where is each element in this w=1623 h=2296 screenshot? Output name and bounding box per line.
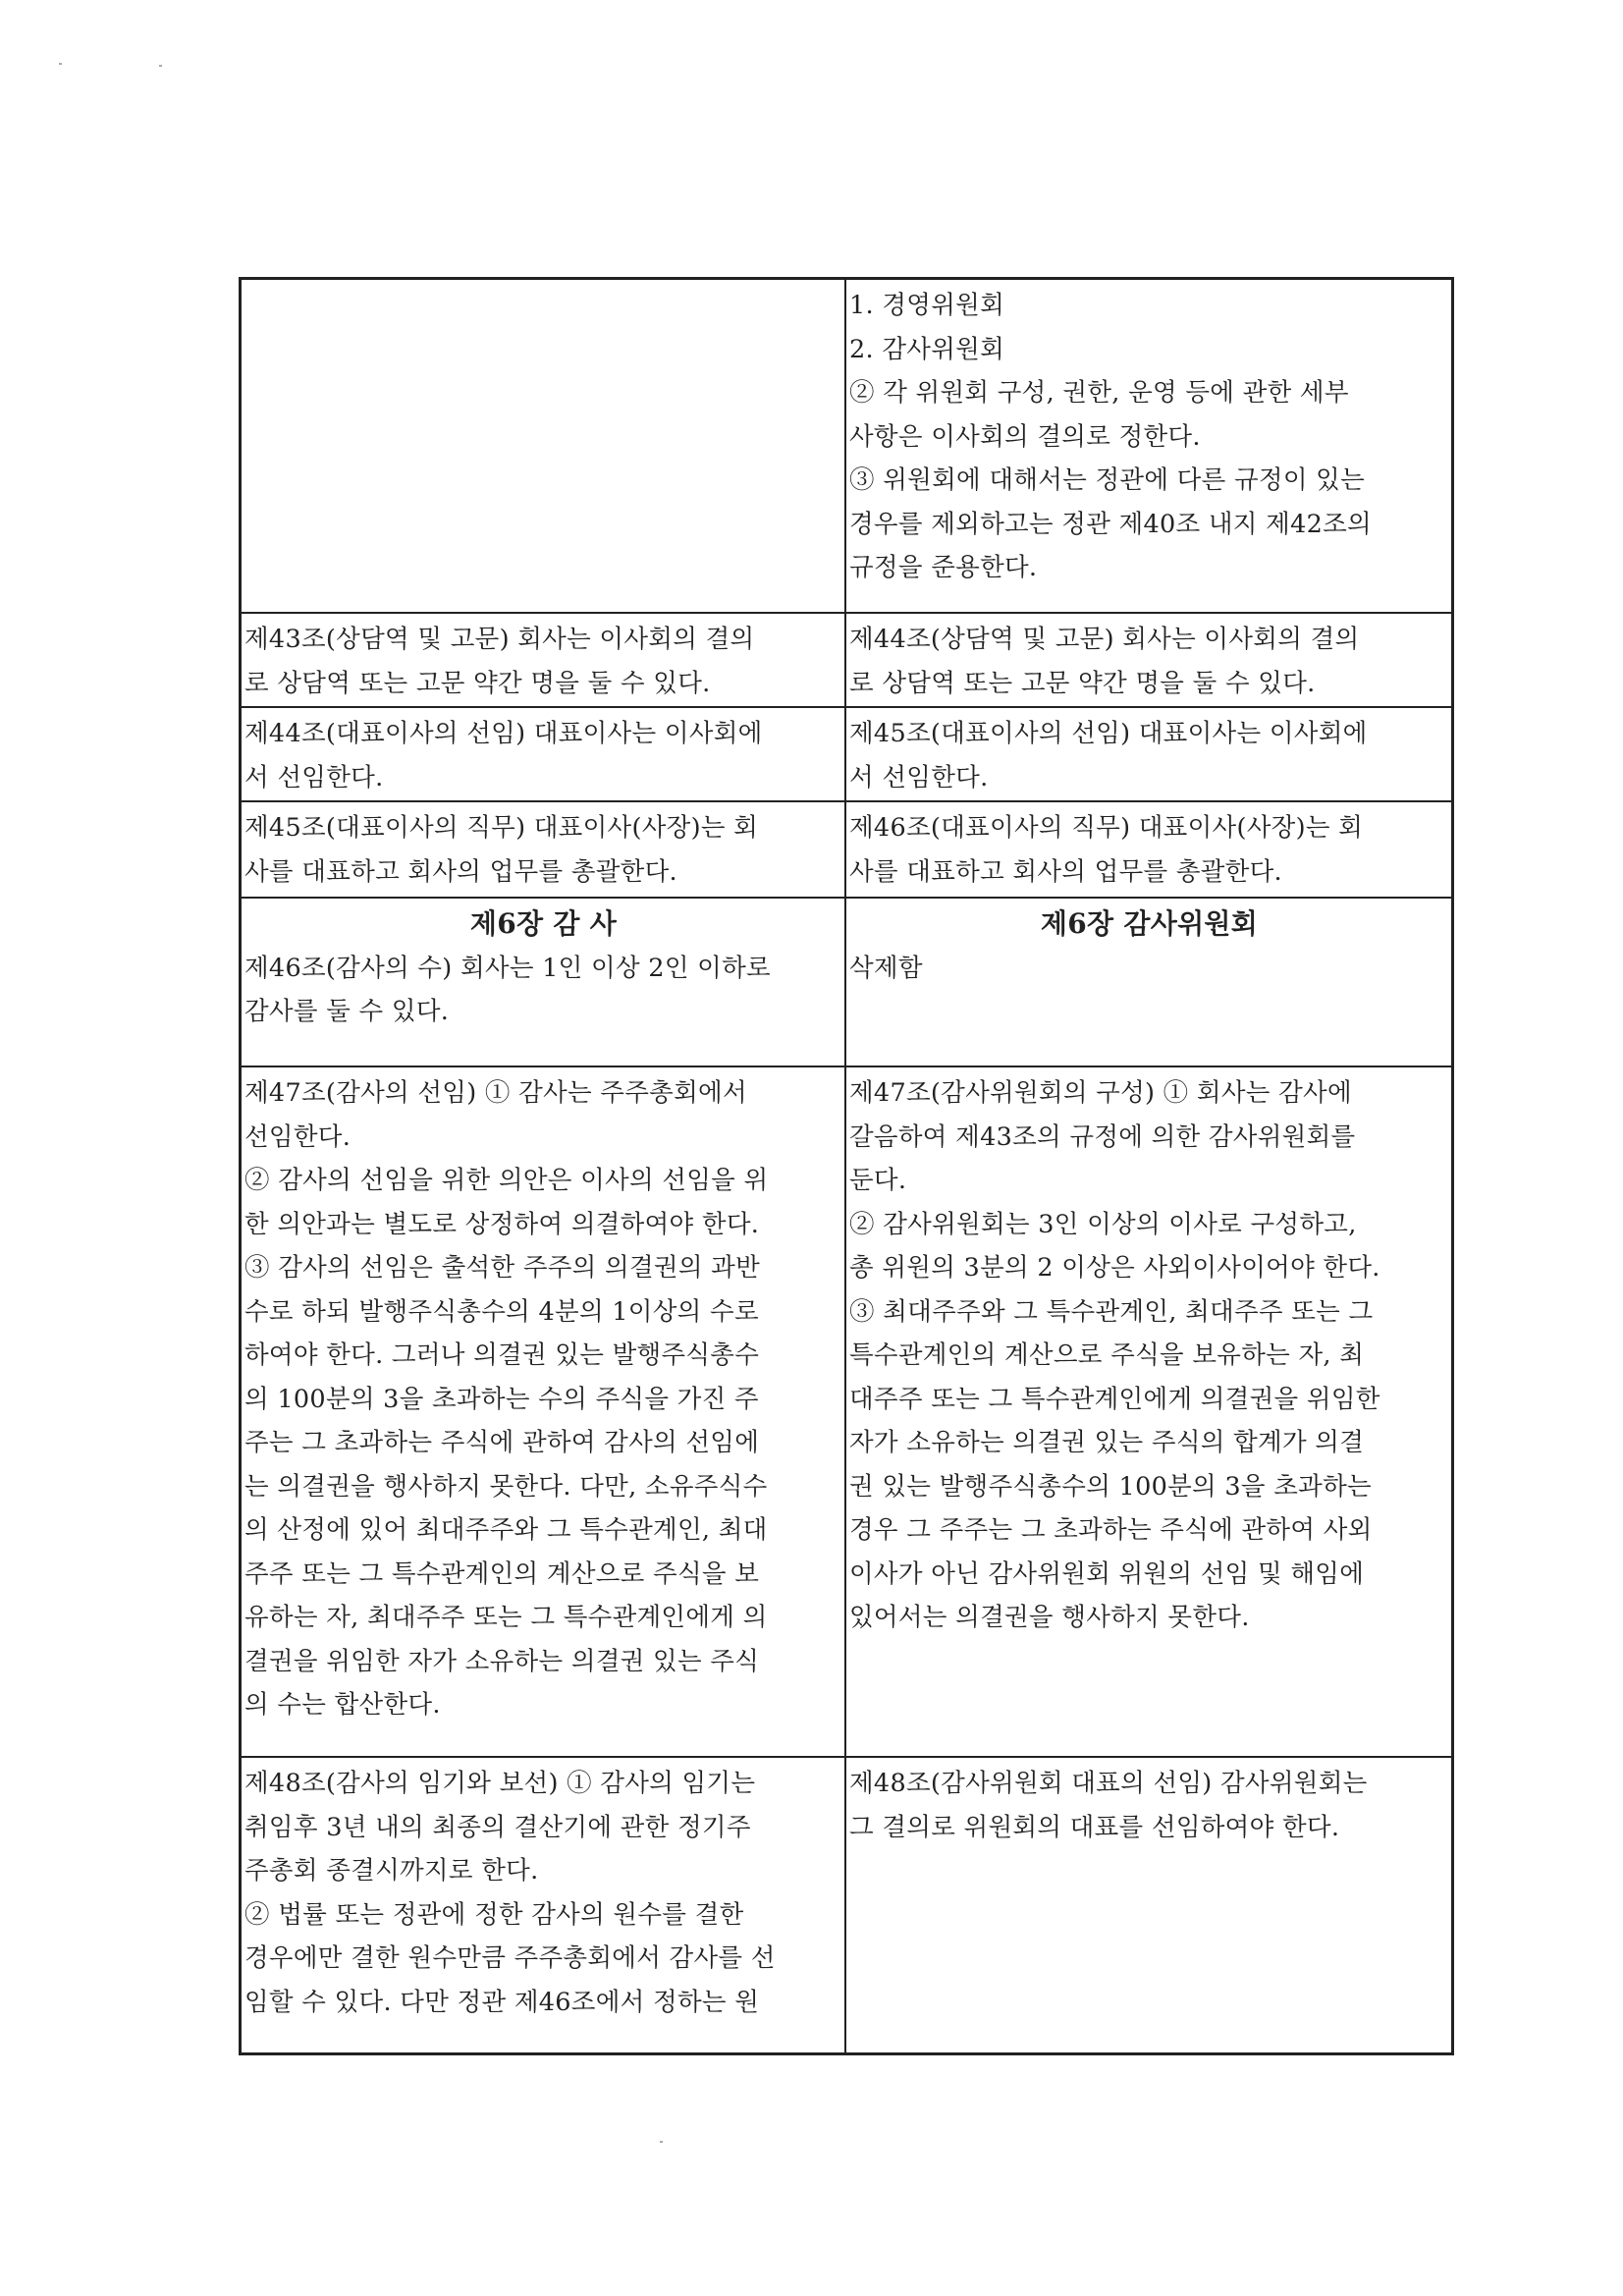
amended-articles-cell	[846, 899, 1451, 1066]
current-articles-cell	[242, 802, 846, 897]
amended-articles-cell	[846, 802, 1451, 897]
text-line: 하여야 한다. 그러나 의결권 있는 발행주식총수	[244, 1340, 760, 1370]
text-line: 의 100분의 3을 초과하는 수의 주식을 가진 주	[244, 1384, 759, 1414]
text-line: 제44조(상담역 및 고문) 회사는 이사회의 결의	[849, 625, 1360, 654]
amended-articles-cell	[846, 614, 1451, 706]
text-line: 수로 하되 발행주식총수의 4분의 1이상의 수로	[244, 1296, 759, 1327]
text-line: ③ 감사의 선임은 출석한 주주의 의결권의 과반	[244, 1253, 761, 1283]
text-line: 선임한다.	[244, 1121, 352, 1152]
text-line: 감사를 둘 수 있다.	[244, 997, 450, 1026]
text-line: 특수관계인의 계산으로 주식을 보유하는 자, 최	[849, 1340, 1365, 1370]
text-line: 로 상담역 또는 고문 약간 명을 둘 수 있다.	[244, 668, 711, 698]
text-line: ② 각 위원회 구성, 권한, 운영 등에 관한 세부	[849, 378, 1349, 408]
amended-articles-cell	[846, 708, 1451, 800]
scan-speck	[660, 2141, 663, 2143]
text-line: 취임후 3년 내의 최종의 결산기에 관한 정기주	[244, 1812, 751, 1842]
text-line: 사항은 이사회의 결의로 정한다.	[849, 421, 1201, 452]
amended-articles-cell	[846, 280, 1451, 612]
current-articles-cell	[242, 899, 846, 1066]
scan-speck	[59, 63, 62, 65]
text-line: 권 있는 발행주식총수의 100분의 3을 초과하는	[849, 1471, 1372, 1502]
table-row	[242, 706, 1451, 800]
current-articles-cell	[242, 708, 846, 800]
text-line: 대주주 또는 그 특수관계인에게 의결권을 위임한	[849, 1384, 1380, 1414]
text-line: 임할 수 있다. 다만 정관 제46조에서 정하는 원	[244, 1987, 760, 2017]
text-line: 있어서는 의결권을 행사하지 못한다.	[849, 1603, 1250, 1632]
text-line: 갈음하여 제43조의 규정에 의한 감사위원회를	[849, 1121, 1356, 1152]
current-articles-cell	[242, 280, 846, 612]
text-line: ② 감사의 선임을 위한 의안은 이사의 선임을 위	[244, 1166, 769, 1195]
text-line: 2. 감사위원회	[849, 334, 1005, 364]
text-line: 사를 대표하고 회사의 업무를 총괄한다.	[849, 856, 1282, 887]
text-line: 주총회 종결시까지로 한다.	[244, 1856, 539, 1886]
text-line: 제45조(대표이사의 선임) 대표이사는 이사회에	[849, 719, 1368, 748]
text-line: 제43조(상담역 및 고문) 회사는 이사회의 결의	[244, 625, 755, 654]
text-line: 주는 그 초과하는 주식에 관하여 감사의 선임에	[244, 1428, 760, 1457]
text-line: 둔다.	[849, 1166, 907, 1195]
text-line: 자가 소유하는 의결권 있는 주식의 합계가 의결	[849, 1428, 1365, 1457]
table-row	[242, 612, 1451, 706]
text-line: ② 감사위원회는 3인 이상의 이사로 구성하고,	[849, 1209, 1357, 1239]
amended-articles-cell	[846, 1067, 1451, 1756]
text-line: 제47조(감사위원회의 구성) ① 회사는 감사에	[849, 1078, 1352, 1108]
text-line: 유하는 자, 최대주주 또는 그 특수관계인에게 의	[244, 1603, 768, 1632]
text-line: 제48조(감사위원회 대표의 선임) 감사위원회는	[849, 1769, 1368, 1798]
text-line: 제45조(대표이사의 직무) 대표이사(사장)는 회	[244, 813, 759, 843]
text-line: 서 선임한다.	[849, 762, 989, 793]
text-line: 한 의안과는 별도로 상정하여 의결하여야 한다.	[244, 1209, 760, 1239]
text-line: 경우 그 주주는 그 초과하는 주식에 관하여 사외	[849, 1515, 1373, 1545]
text-line: 주주 또는 그 특수관계인의 계산으로 주식을 보	[244, 1558, 760, 1589]
current-articles-cell	[242, 1067, 846, 1756]
text-line: 총 위원의 3분의 2 이상은 사외이사이어야 한다.	[849, 1253, 1380, 1283]
text-line: 경우를 제외하고는 정관 제40조 내지 제42조의	[849, 509, 1372, 539]
text-line: 제46조(감사의 수) 회사는 1인 이상 2인 이하로	[244, 953, 771, 983]
table-row	[242, 897, 1451, 1066]
table-row	[242, 1066, 1451, 1756]
text-line: 의 수는 합산한다.	[244, 1690, 441, 1720]
text-line: ③ 최대주주와 그 특수관계인, 최대주주 또는 그	[849, 1296, 1374, 1327]
table-row	[242, 800, 1451, 897]
text-line: 제46조(대표이사의 직무) 대표이사(사장)는 회	[849, 813, 1364, 843]
table-row	[242, 1756, 1451, 2052]
text-line: 는 의결권을 행사하지 못한다. 다만, 소유주식수	[244, 1471, 768, 1502]
chapter-heading: 제6장 감 사	[469, 907, 618, 940]
text-line: 로 상담역 또는 고문 약간 명을 둘 수 있다.	[849, 668, 1316, 698]
text-line: 경우에만 결한 원수만큼 주주총회에서 감사를 선	[244, 1943, 776, 1973]
text-line: 서 선임한다.	[244, 762, 384, 793]
text-line: 사를 대표하고 회사의 업무를 총괄한다.	[244, 856, 677, 887]
current-articles-cell	[242, 1758, 846, 2052]
articles-comparison-table	[239, 277, 1454, 2055]
text-line: 삭제함	[849, 953, 923, 983]
text-line: 그 결의로 위원회의 대표를 선임하여야 한다.	[849, 1812, 1340, 1842]
text-line: 규정을 준용한다.	[849, 553, 1038, 582]
scan-speck	[159, 65, 162, 67]
text-line: 제48조(감사의 임기와 보선) ① 감사의 임기는	[244, 1769, 756, 1798]
text-line: 의 산정에 있어 최대주주와 그 특수관계인, 최대	[244, 1515, 768, 1545]
amended-articles-cell	[846, 1758, 1451, 2052]
chapter-heading: 제6장 감사위원회	[1040, 907, 1259, 940]
text-line: 제44조(대표이사의 선임) 대표이사는 이사회에	[244, 719, 763, 748]
text-line: 1. 경영위원회	[849, 291, 1005, 320]
text-line: 결권을 위임한 자가 소유하는 의결권 있는 주식	[244, 1646, 760, 1676]
text-line: ③ 위원회에 대해서는 정관에 다른 규정이 있는	[849, 465, 1366, 495]
text-line: ② 법률 또는 정관에 정한 감사의 원수를 결한	[244, 1899, 744, 1930]
text-line: 이사가 아닌 감사위원회 위원의 선임 및 해임에	[849, 1558, 1365, 1589]
current-articles-cell	[242, 614, 846, 706]
text-line: 제47조(감사의 선임) ① 감사는 주주총회에서	[244, 1078, 747, 1108]
table-row	[242, 280, 1451, 612]
